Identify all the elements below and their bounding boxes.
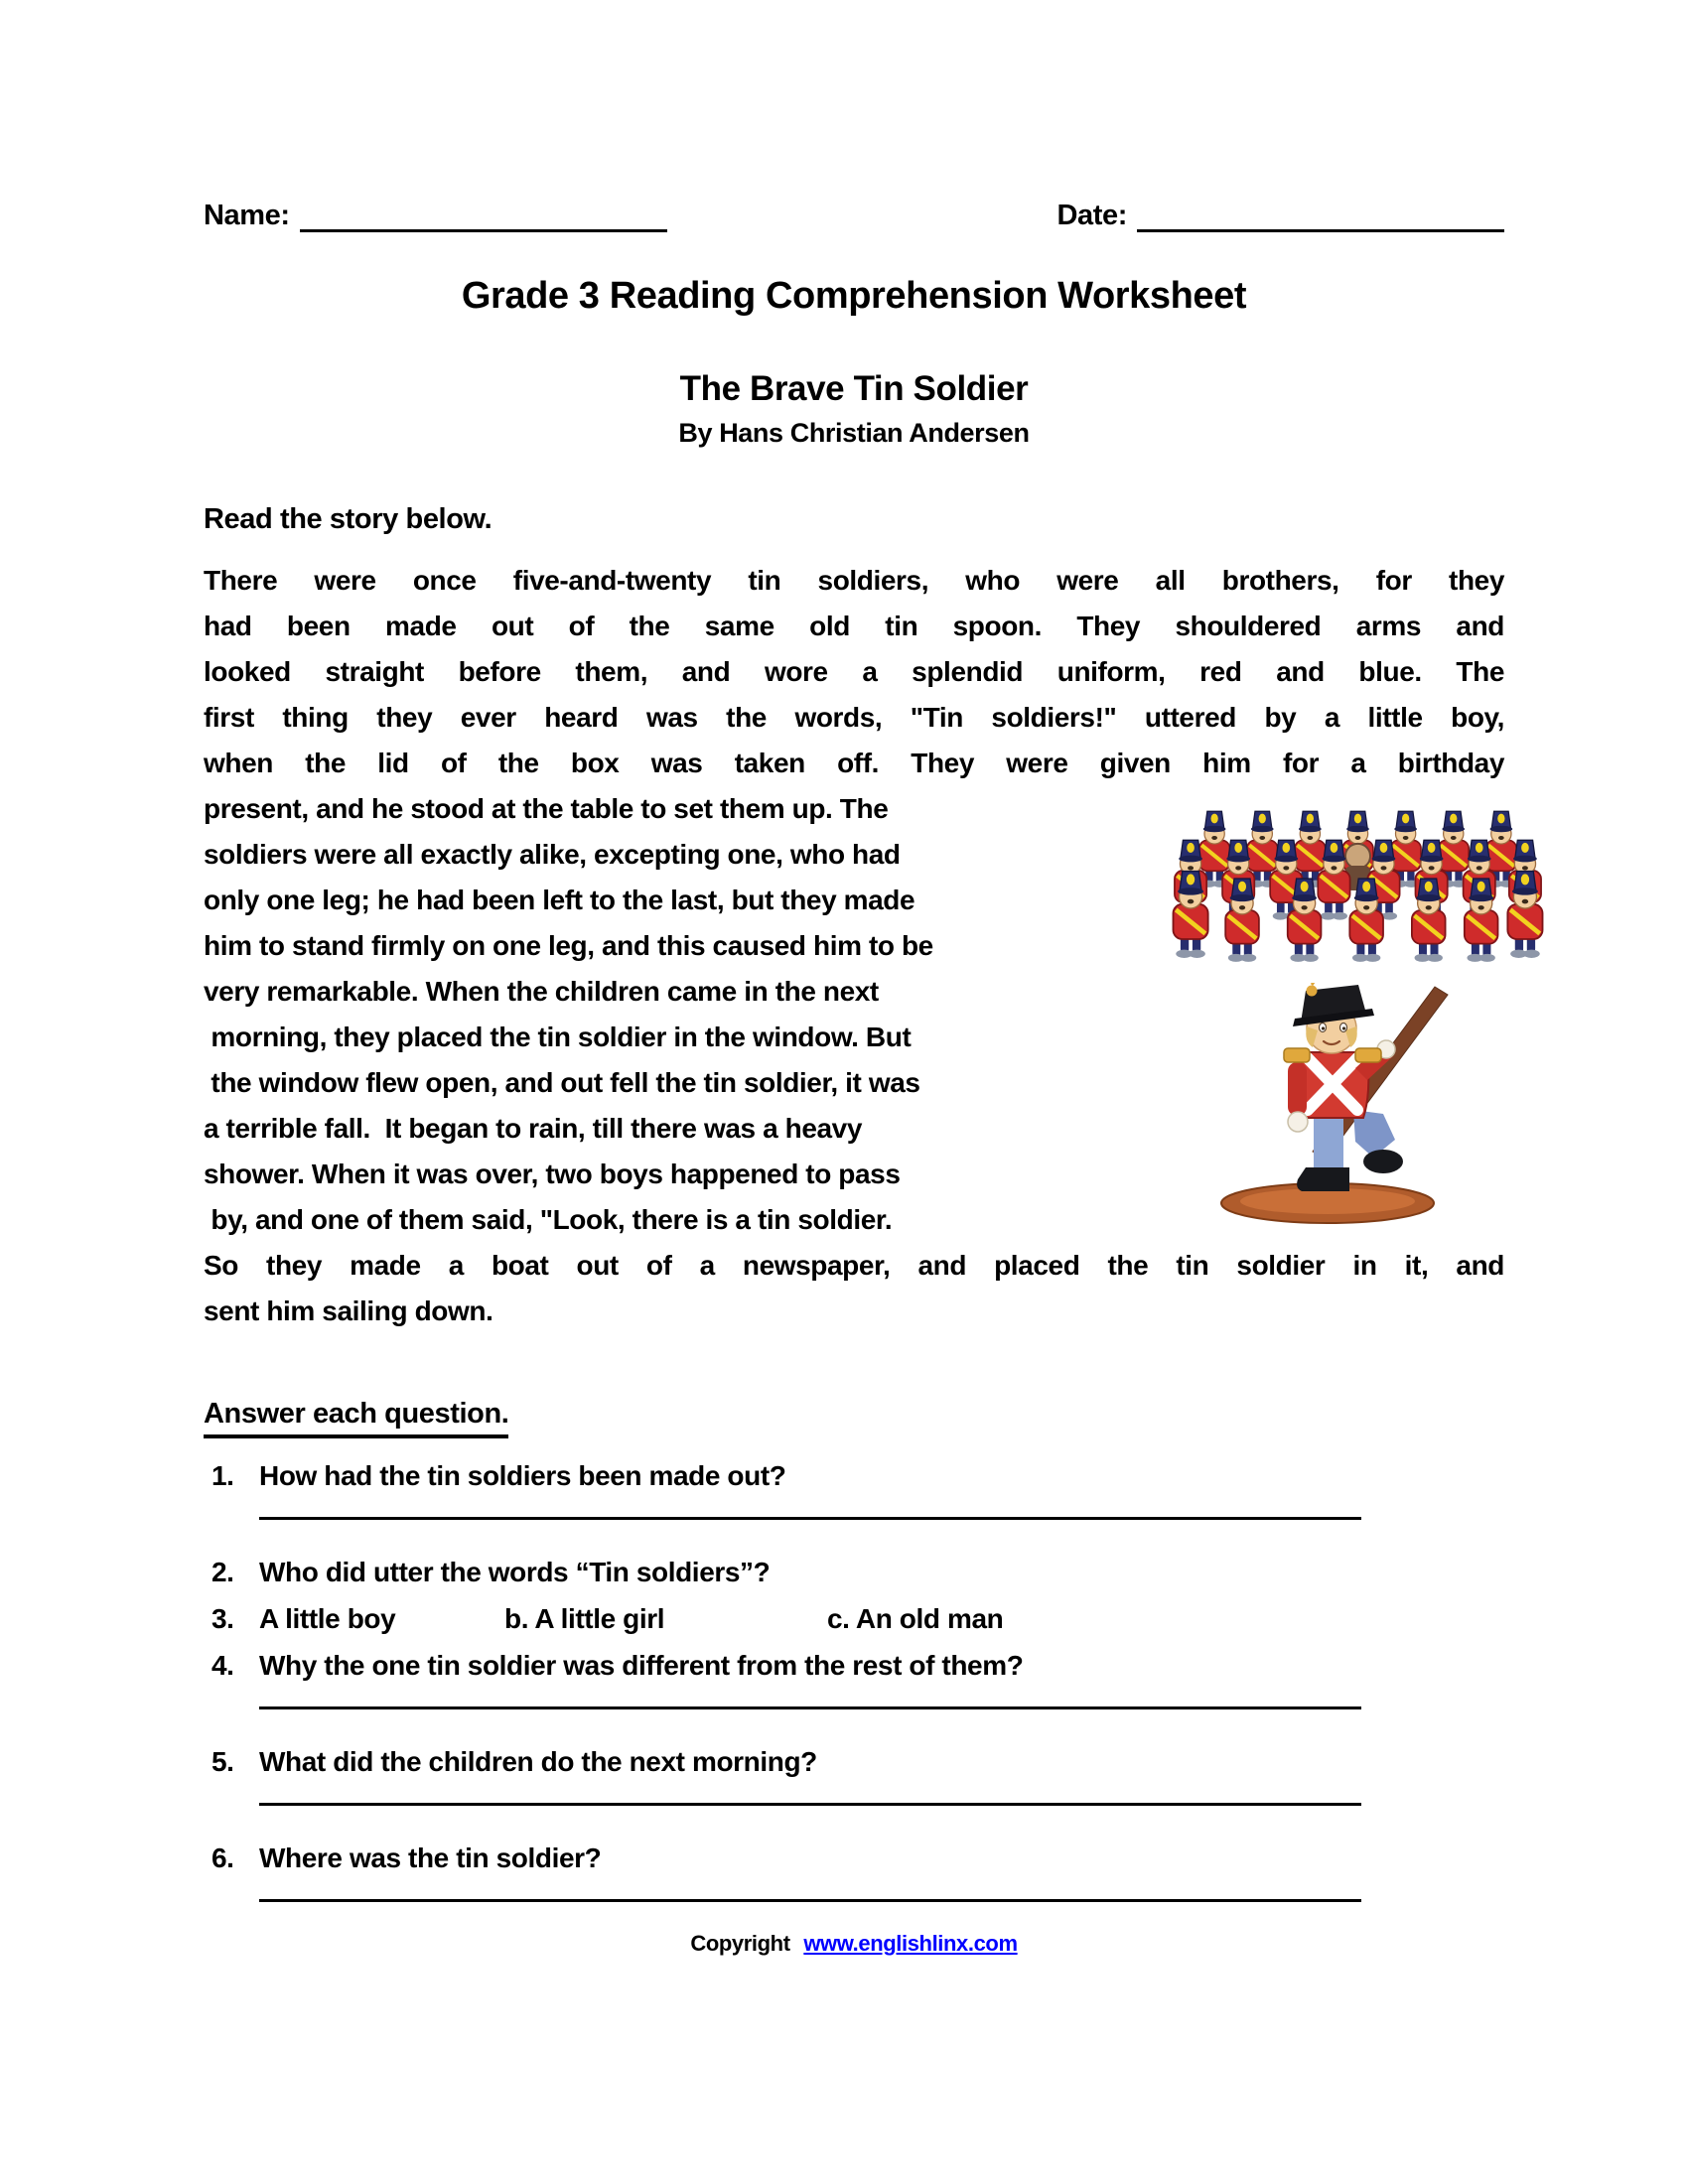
story-line: shower. When it was over, two boys happened to pass [204, 1159, 901, 1189]
footer [204, 1931, 1504, 1957]
date-label: Date: [1056, 200, 1127, 231]
question-number: 5. [211, 1746, 234, 1777]
story-line: a terrible fall. It began to rain, till there was a heavy [204, 1113, 863, 1144]
question-text: Who did utter the words “Tin soldiers”? [259, 1557, 771, 1587]
header-row [204, 199, 1504, 232]
answer-heading: Answer each question. [204, 1398, 1504, 1438]
question-row [211, 1549, 1504, 1595]
question-text: How had the tin soldiers been made out? [259, 1460, 786, 1491]
story-line: looked straight before them, and wore a splendid uniform, red and blue. The [204, 656, 1504, 687]
question-number: 4. [211, 1650, 234, 1681]
question-row [211, 1595, 1504, 1642]
story-line: when the lid of the box was taken off. They were given him for a birthday [204, 748, 1504, 778]
story-section [204, 558, 1504, 1336]
answer-blank-line[interactable] [259, 1881, 1361, 1902]
illustration [1147, 806, 1554, 1231]
answer-blank-line[interactable] [259, 1785, 1361, 1806]
question-number: 3. [211, 1603, 234, 1634]
question-text: Where was the tin soldier? [259, 1843, 602, 1873]
answer-option[interactable]: c. An old man [827, 1603, 1004, 1634]
story-line: only one leg; he had been left to the last, but they made [204, 885, 915, 915]
tin-soldiers-group-image [1167, 806, 1549, 977]
name-label: Name: [204, 200, 290, 231]
answer-blank-line[interactable] [259, 1689, 1361, 1709]
story-line: very remarkable. When the children came in the next [204, 976, 879, 1007]
story-line: soldiers were all exactly alike, excepting one, who had [204, 839, 901, 870]
question-text: What did the children do the next morning? [259, 1746, 817, 1777]
question-row [211, 1835, 1504, 1881]
question-row [211, 1738, 1504, 1785]
question-number: 1. [211, 1460, 234, 1491]
read-instruction: Read the story below. [204, 503, 492, 535]
story-line: by, and one of them said, "Look, there is a tin soldier. [204, 1204, 893, 1235]
story-line: first thing they ever heard was the words, "Tin soldiers!" uttered by a little boy, [204, 702, 1504, 733]
copyright-link[interactable]: www.englishlinx.com [803, 1931, 1018, 1956]
tin-soldier-image [1206, 983, 1455, 1231]
date-field [1056, 199, 1504, 232]
page-title: Grade 3 Reading Comprehension Worksheet [461, 275, 1247, 317]
question-row [211, 1642, 1504, 1689]
story-line: morning, they placed the tin soldier in the window. But [204, 1022, 912, 1052]
story-line: sent him sailing down. [204, 1296, 493, 1326]
question-row [211, 1452, 1504, 1499]
question-number: 6. [211, 1843, 234, 1873]
date-blank-line[interactable] [1137, 204, 1504, 232]
answer-option[interactable]: b. A little girl [504, 1603, 665, 1634]
question-text: Why the one tin soldier was different from the rest of them? [259, 1650, 1024, 1681]
story-line: had been made out of the same old tin spoon. They shouldered arms and [204, 611, 1504, 641]
story-title: The Brave Tin Soldier [679, 369, 1029, 408]
question-number: 2. [211, 1557, 234, 1587]
name-field [204, 199, 667, 232]
story-byline: By Hans Christian Andersen [678, 418, 1030, 448]
story-line: So they made a boat out of a newspaper, and placed the tin soldier in it, and [204, 1250, 1504, 1281]
answer-blank-line[interactable] [259, 1499, 1361, 1520]
copyright-label: Copyright [690, 1931, 790, 1956]
questions-list [204, 1452, 1504, 1902]
story-line: the window flew open, and out fell the tin soldier, it was [204, 1067, 920, 1098]
story-line: There were once five-and-twenty tin soldiers, who were all brothers, for they [204, 565, 1504, 596]
story-line: present, and he stood at the table to set them up. The [204, 793, 889, 824]
name-blank-line[interactable] [300, 204, 667, 232]
answer-option[interactable]: A little boy [259, 1603, 396, 1634]
story-line: him to stand firmly on one leg, and this caused him to be [204, 930, 933, 961]
